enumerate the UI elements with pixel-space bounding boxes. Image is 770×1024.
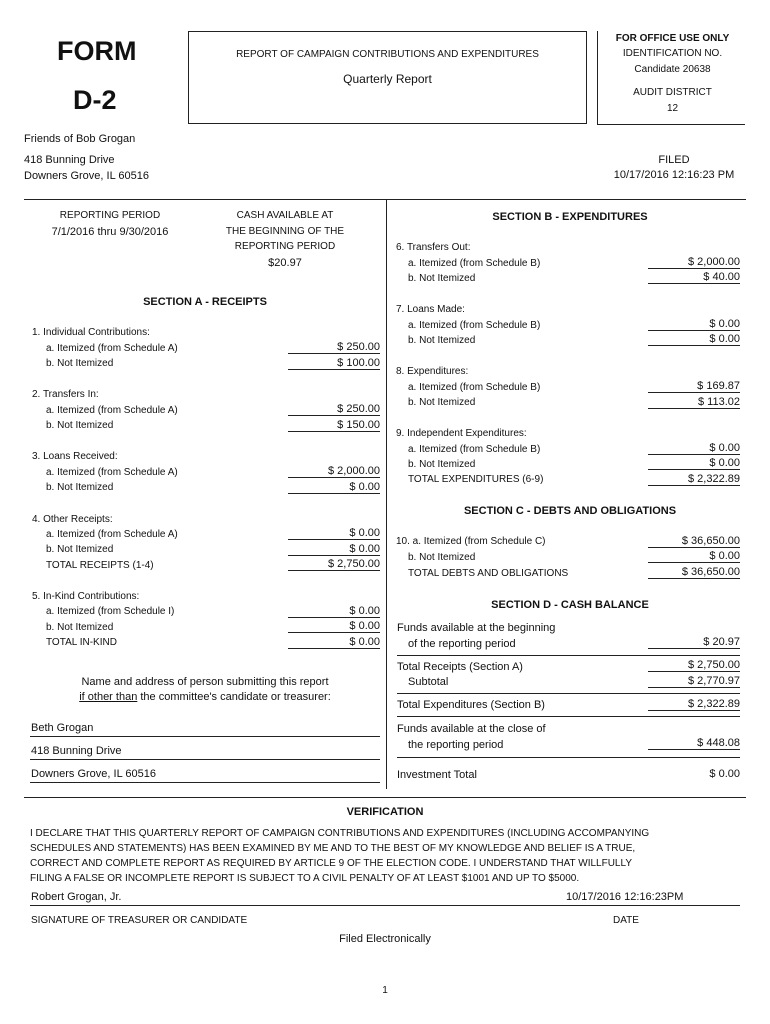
submitter-address1-rule <box>30 759 380 760</box>
office-box-bottom <box>597 124 745 125</box>
office-box-left <box>597 31 598 125</box>
office-use-label: FOR OFFICE USE ONLY <box>615 33 730 44</box>
line-9b-label: b. Not Itemized <box>408 459 476 470</box>
column-divider <box>386 199 387 789</box>
line-5b-amount: $ 0.00 <box>288 620 380 633</box>
line-6a-amount: $ 2,000.00 <box>648 256 740 269</box>
signature-label: SIGNATURE OF TREASURER OR CANDIDATE <box>31 915 248 926</box>
line-10a-amount: $ 36,650.00 <box>648 535 740 548</box>
funds-beginning-label-1: Funds available at the beginning <box>397 622 556 634</box>
section-d-rule-3 <box>397 716 740 717</box>
verification-text-1: I DECLARE THAT THIS QUARTERLY REPORT OF CAMPAIGN CONTRIBUTIONS AND EXPENDITURES (INCLUDING ACCOMPANYING <box>30 828 650 839</box>
total-expenditures-amount: $ 2,322.89 <box>648 473 740 486</box>
line-9a-label: a. Itemized (from Schedule B) <box>408 444 541 455</box>
line-5-label: 5. In-Kind Contributions: <box>32 591 140 602</box>
line-2a-amount: $ 250.00 <box>288 403 380 416</box>
section-d-rule-4 <box>397 757 740 758</box>
section-d-rule-1 <box>397 655 740 656</box>
line-8a-label: a. Itemized (from Schedule B) <box>408 382 541 393</box>
line-3b-label: b. Not Itemized <box>46 482 114 493</box>
filed-date: 10/17/2016 12:16:23 PM <box>613 169 735 181</box>
line-8a-amount: $ 169.87 <box>648 380 740 393</box>
line-10b-label: b. Not Itemized <box>408 552 476 563</box>
submitter-instruction-underlined: if other than <box>79 691 138 703</box>
date-label: DATE <box>613 915 639 926</box>
signature-date: 10/17/2016 12:16:23PM <box>566 891 684 903</box>
submitter-instruction-1: Name and address of person submitting this report <box>81 676 329 688</box>
report-type: Quarterly Report <box>343 72 432 86</box>
audit-district-value: 12 <box>666 103 679 114</box>
total-receipts-amount: $ 2,750.00 <box>288 558 380 571</box>
subtotal-label: Subtotal <box>408 676 449 688</box>
total-debts-label: TOTAL DEBTS AND OBLIGATIONS <box>408 568 569 579</box>
total-expenditures-d-amount: $ 2,322.89 <box>648 698 740 711</box>
submitter-address2-rule <box>30 782 380 783</box>
section-d-rule-2 <box>397 693 740 694</box>
total-receipts-label: TOTAL RECEIPTS (1-4) <box>46 560 154 571</box>
committee-name: Friends of Bob Grogan <box>24 133 136 145</box>
cash-available-label-1: CASH AVAILABLE AT <box>236 210 334 221</box>
line-6a-label: a. Itemized (from Schedule B) <box>408 258 541 269</box>
line-9b-amount: $ 0.00 <box>648 457 740 470</box>
line-2b-label: b. Not Itemized <box>46 420 114 431</box>
investment-total-amount: $ 0.00 <box>709 768 740 780</box>
total-debts-amount: $ 36,650.00 <box>648 566 740 579</box>
line-7b-amount: $ 0.00 <box>648 333 740 346</box>
line-5a-label: a. Itemized (from Schedule I) <box>46 606 175 617</box>
signature-rule <box>30 905 740 906</box>
line-1a-label: a. Itemized (from Schedule A) <box>46 343 178 354</box>
form-label: FORM <box>57 36 137 66</box>
line-4-label: 4. Other Receipts: <box>32 514 113 525</box>
identification-label: IDENTIFICATION NO. <box>622 48 723 59</box>
line-4a-amount: $ 0.00 <box>288 527 380 540</box>
submitter-instruction-2 <box>30 691 380 703</box>
line-2-label: 2. Transfers In: <box>32 389 99 400</box>
submitter-address-line2: Downers Grove, IL 60516 <box>31 768 156 780</box>
filed-label: FILED <box>658 154 690 166</box>
funds-close-label-2: the reporting period <box>408 739 504 751</box>
section-b-title: SECTION B - EXPENDITURES <box>492 211 648 223</box>
total-expenditures-d-label: Total Expenditures (Section B) <box>397 699 545 711</box>
line-8b-amount: $ 113.02 <box>648 396 740 409</box>
line-7b-label: b. Not Itemized <box>408 335 476 346</box>
line-7a-amount: $ 0.00 <box>648 318 740 331</box>
line-3a-amount: $ 2,000.00 <box>288 465 380 478</box>
audit-district-label: AUDIT DISTRICT <box>633 87 712 98</box>
line-1-label: 1. Individual Contributions: <box>32 327 150 338</box>
cash-available-value: $20.97 <box>268 257 302 269</box>
line-6b-label: b. Not Itemized <box>408 273 476 284</box>
submitter-name: Beth Grogan <box>31 722 94 734</box>
reporting-period-label: REPORTING PERIOD <box>59 210 161 221</box>
line-3b-amount: $ 0.00 <box>288 481 380 494</box>
bottom-rule <box>24 797 746 798</box>
form-number: D-2 <box>73 85 117 115</box>
line-1a-amount: $ 250.00 <box>288 341 380 354</box>
line-3a-label: a. Itemized (from Schedule A) <box>46 467 178 478</box>
line-2b-amount: $ 150.00 <box>288 419 380 432</box>
line-5b-label: b. Not Itemized <box>46 622 114 633</box>
verification-title: VERIFICATION <box>346 806 424 818</box>
committee-address-line2: Downers Grove, IL 60516 <box>24 170 149 182</box>
submitter-instruction-rest: the committee's candidate or treasurer: <box>137 691 331 703</box>
verification-text-3: CORRECT AND COMPLETE REPORT AS REQUIRED BY ARTICLE 9 OF THE ELECTION CODE. I UNDERSTAND THAT WILLFULLY <box>30 858 632 869</box>
line-2a-label: a. Itemized (from Schedule A) <box>46 405 178 416</box>
line-8b-label: b. Not Itemized <box>408 397 476 408</box>
total-inkind-label: TOTAL IN-KIND <box>46 637 117 648</box>
section-d-title: SECTION D - CASH BALANCE <box>491 599 649 611</box>
committee-address-line1: 418 Bunning Drive <box>24 154 115 166</box>
line-6b-amount: $ 40.00 <box>648 271 740 284</box>
line-3-label: 3. Loans Received: <box>32 451 118 462</box>
funds-beginning-label-2: of the reporting period <box>408 638 516 650</box>
line-7a-label: a. Itemized (from Schedule B) <box>408 320 541 331</box>
submitter-name-rule <box>30 736 380 737</box>
line-1b-amount: $ 100.00 <box>288 357 380 370</box>
verification-text-2: SCHEDULES AND STATEMENTS) HAS BEEN EXAMINED BY ME AND TO THE BEST OF MY KNOWLEDGE AND BELIEF IS A TRUE, <box>30 843 636 854</box>
line-9-label: 9. Independent Expenditures: <box>396 428 527 439</box>
section-c-title: SECTION C - DEBTS AND OBLIGATIONS <box>463 505 677 517</box>
line-9a-amount: $ 0.00 <box>648 442 740 455</box>
line-5a-amount: $ 0.00 <box>288 605 380 618</box>
line-4a-label: a. Itemized (from Schedule A) <box>46 529 178 540</box>
funds-beginning-amount: $ 20.97 <box>648 636 740 649</box>
cash-available-label-2: THE BEGINNING OF THE <box>225 226 345 237</box>
top-rule <box>24 199 746 200</box>
verification-text-4: FILING A FALSE OR INCOMPLETE REPORT IS SUBJECT TO A CIVIL PENALTY OF AT LEAST $1001 AND UP TO $5000. <box>30 873 580 884</box>
total-expenditures-label: TOTAL EXPENDITURES (6-9) <box>408 474 544 485</box>
total-inkind-amount: $ 0.00 <box>288 636 380 649</box>
line-8-label: 8. Expenditures: <box>396 366 469 377</box>
section-a-title: SECTION A - RECEIPTS <box>143 296 267 308</box>
line-10b-amount: $ 0.00 <box>648 550 740 563</box>
line-1b-label: b. Not Itemized <box>46 358 114 369</box>
line-7-label: 7. Loans Made: <box>396 304 465 315</box>
cash-available-label-3: REPORTING PERIOD <box>234 241 336 252</box>
filed-electronically: Filed Electronically <box>339 933 431 945</box>
identification-value: Candidate 20638 <box>634 64 711 75</box>
line-4b-label: b. Not Itemized <box>46 544 114 555</box>
report-title: REPORT OF CAMPAIGN CONTRIBUTIONS AND EXPENDITURES <box>236 49 539 60</box>
signer-name: Robert Grogan, Jr. <box>31 891 122 903</box>
total-receipts-d-amount: $ 2,750.00 <box>648 659 740 672</box>
line-6-label: 6. Transfers Out: <box>396 242 471 253</box>
line-4b-amount: $ 0.00 <box>288 543 380 556</box>
reporting-period-range: 7/1/2016 thru 9/30/2016 <box>51 226 169 238</box>
funds-close-amount: $ 448.08 <box>648 737 740 750</box>
investment-total-label: Investment Total <box>397 769 477 781</box>
submitter-address-line1: 418 Bunning Drive <box>31 745 122 757</box>
total-receipts-d-label: Total Receipts (Section A) <box>397 661 523 673</box>
page-number: 1 <box>382 985 388 996</box>
subtotal-amount: $ 2,770.97 <box>648 675 740 688</box>
line-10a-label: 10. a. Itemized (from Schedule C) <box>396 536 546 547</box>
funds-close-label-1: Funds available at the close of <box>397 723 546 735</box>
